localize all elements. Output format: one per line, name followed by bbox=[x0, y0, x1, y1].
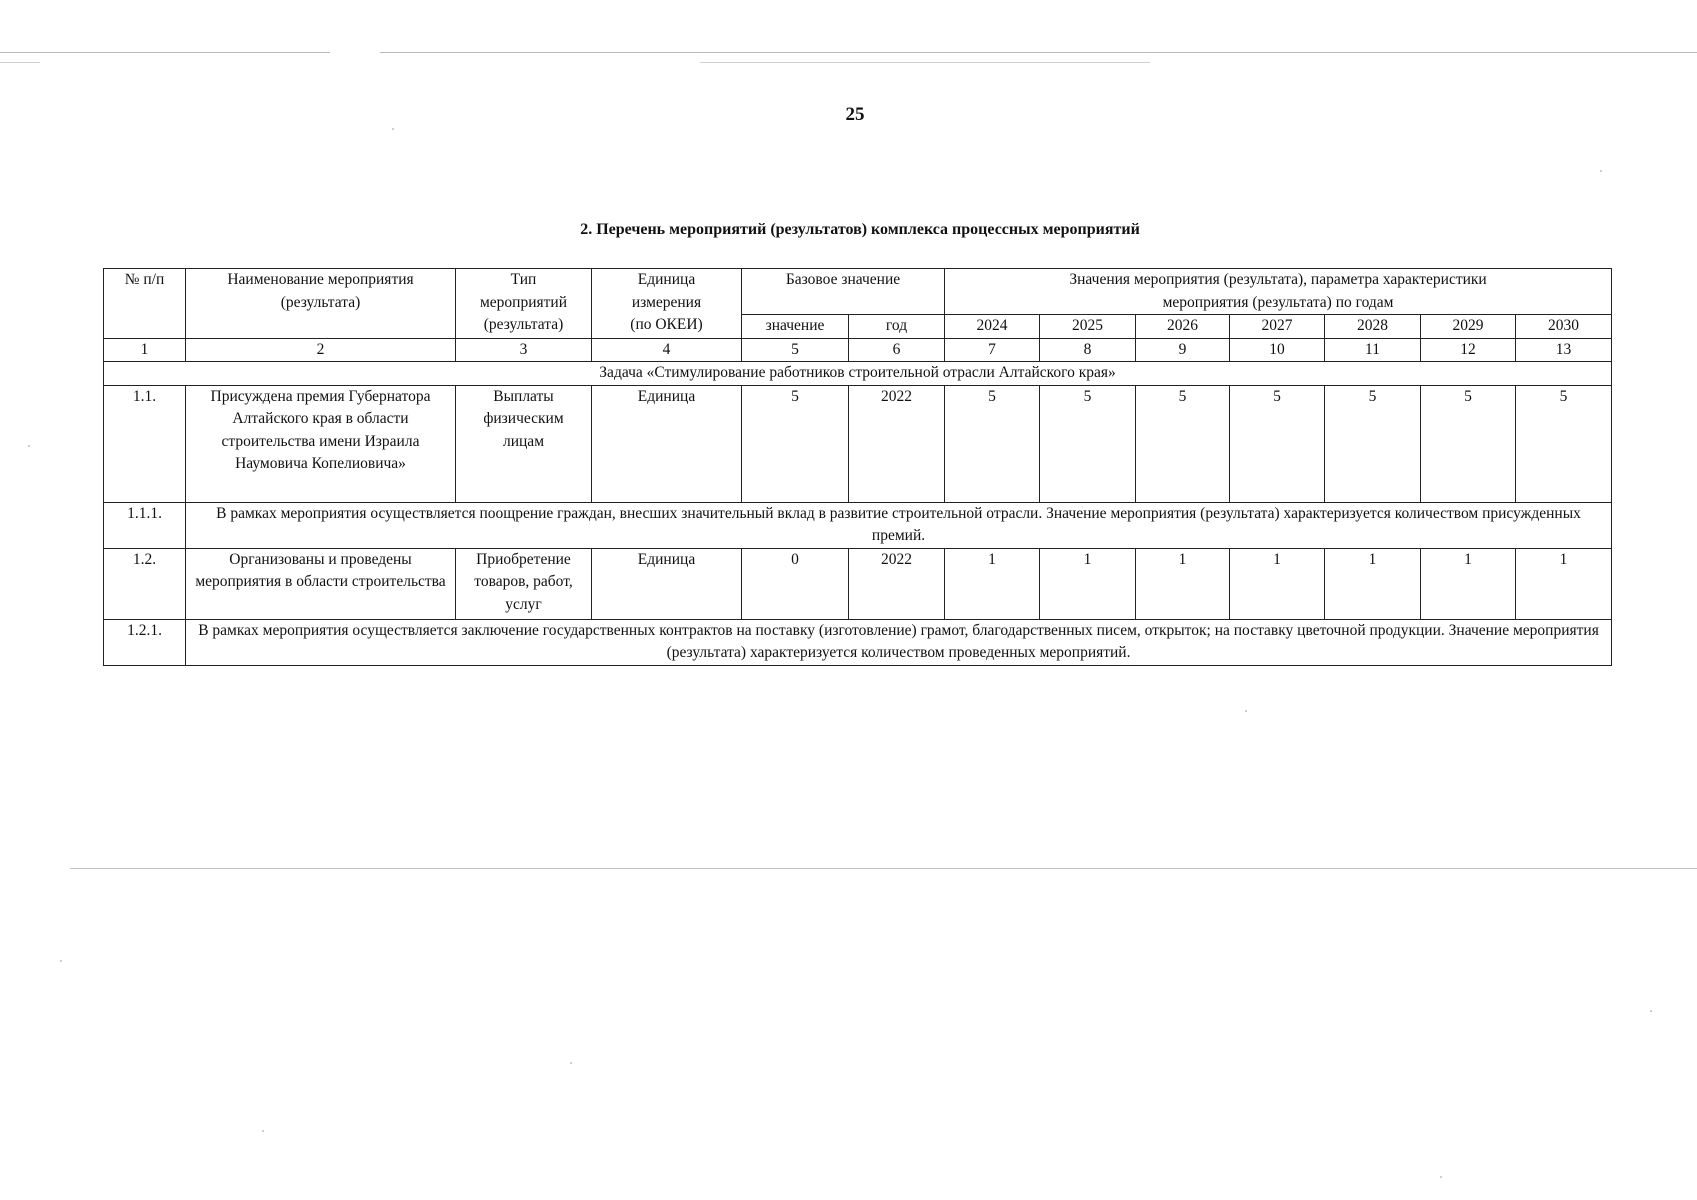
row-value: 1 bbox=[945, 548, 1040, 619]
column-number: 8 bbox=[1040, 338, 1136, 362]
row-value: 1 bbox=[1421, 548, 1516, 619]
row-value: 1 bbox=[1516, 548, 1612, 619]
row-value: 1 bbox=[1040, 548, 1136, 619]
header-base: Базовое значение bbox=[742, 269, 945, 315]
row-base-value: 0 bbox=[742, 548, 849, 619]
scan-line bbox=[0, 52, 330, 53]
header-years-group: Значения мероприятия (результата), параметра характеристики мероприятия (результата) по годам bbox=[945, 269, 1612, 315]
scan-line bbox=[0, 62, 40, 63]
row-value: 5 bbox=[945, 385, 1040, 502]
scan-line bbox=[380, 52, 1697, 53]
header-base-value: значение bbox=[742, 315, 849, 339]
document-title: 2. Перечень мероприятий (результатов) комплекса процессных мероприятий bbox=[580, 221, 1140, 238]
row-unit: Единица bbox=[592, 385, 742, 502]
row-type: Выплаты физическим лицам bbox=[456, 385, 592, 502]
task-title: Задача «Стимулирование работников строительной отрасли Алтайского края» bbox=[104, 362, 1612, 386]
column-number: 1 bbox=[104, 338, 186, 362]
scan-speck bbox=[1600, 170, 1602, 172]
row-base-year: 2022 bbox=[849, 385, 945, 502]
row-num: 1.2.1. bbox=[104, 619, 186, 665]
header-year: 2030 bbox=[1516, 315, 1612, 339]
row-num: 1.1.1. bbox=[104, 502, 186, 548]
header-num: № п/п bbox=[104, 269, 186, 339]
row-value: 5 bbox=[1516, 385, 1612, 502]
task-row bbox=[104, 362, 1612, 386]
table-row bbox=[104, 502, 1612, 548]
row-num: 1.2. bbox=[104, 548, 186, 619]
column-number: 9 bbox=[1136, 338, 1230, 362]
column-number: 3 bbox=[456, 338, 592, 362]
row-value: 5 bbox=[1421, 385, 1516, 502]
row-base-year: 2022 bbox=[849, 548, 945, 619]
column-number: 11 bbox=[1325, 338, 1421, 362]
header-row bbox=[104, 269, 1612, 315]
header-year: 2026 bbox=[1136, 315, 1230, 339]
scan-speck bbox=[28, 445, 30, 447]
column-number: 7 bbox=[945, 338, 1040, 362]
row-name: Присуждена премия Губернатора Алтайского края в области строительства имени Израила Наумовича Копелиовича» bbox=[186, 385, 456, 502]
header-year: 2024 bbox=[945, 315, 1040, 339]
row-value: 5 bbox=[1040, 385, 1136, 502]
row-description: В рамках мероприятия осуществляется заключение государственных контрактов на поставку (изготовление) грамот, благодарственных писем, открыток; на поставку цветочной продукции. Значение мероприятия (результата) характеризуется количеством проведенных мероприятий. bbox=[186, 619, 1612, 665]
measures-table bbox=[103, 268, 1612, 666]
header-base-year: год bbox=[849, 315, 945, 339]
table-row bbox=[104, 548, 1612, 619]
row-value: 1 bbox=[1136, 548, 1230, 619]
row-value: 5 bbox=[1230, 385, 1325, 502]
table-row bbox=[104, 385, 1612, 502]
scan-speck bbox=[1245, 710, 1247, 712]
header-year: 2025 bbox=[1040, 315, 1136, 339]
scan-speck bbox=[262, 1130, 264, 1132]
page-number: 25 bbox=[845, 104, 865, 125]
header-name: Наименование мероприятия (результата) bbox=[186, 269, 456, 339]
scan-line bbox=[700, 62, 1150, 63]
header-type: Тип мероприятий (результата) bbox=[456, 269, 592, 339]
scan-speck bbox=[60, 960, 62, 962]
scan-speck bbox=[392, 128, 394, 130]
row-type: Приобретение товаров, работ, услуг bbox=[456, 548, 592, 619]
scan-line bbox=[70, 868, 1697, 869]
row-name: Организованы и проведены мероприятия в области строительства bbox=[186, 548, 456, 619]
column-number: 5 bbox=[742, 338, 849, 362]
column-number: 2 bbox=[186, 338, 456, 362]
column-numbers-row bbox=[104, 338, 1612, 362]
row-num: 1.1. bbox=[104, 385, 186, 502]
scan-speck bbox=[1440, 1176, 1442, 1178]
header-unit: Единица измерения (по ОКЕИ) bbox=[592, 269, 742, 339]
header-year: 2029 bbox=[1421, 315, 1516, 339]
scan-speck bbox=[1650, 1010, 1652, 1012]
row-value: 1 bbox=[1325, 548, 1421, 619]
header-year: 2027 bbox=[1230, 315, 1325, 339]
table-row bbox=[104, 619, 1612, 665]
column-number: 6 bbox=[849, 338, 945, 362]
row-value: 5 bbox=[1325, 385, 1421, 502]
scan-speck bbox=[570, 1062, 572, 1064]
column-number: 12 bbox=[1421, 338, 1516, 362]
column-number: 10 bbox=[1230, 338, 1325, 362]
row-base-value: 5 bbox=[742, 385, 849, 502]
row-value: 1 bbox=[1230, 548, 1325, 619]
column-number: 4 bbox=[592, 338, 742, 362]
column-number: 13 bbox=[1516, 338, 1612, 362]
header-year: 2028 bbox=[1325, 315, 1421, 339]
row-unit: Единица bbox=[592, 548, 742, 619]
row-description: В рамках мероприятия осуществляется поощрение граждан, внесших значительный вклад в развитие строительной отрасли. Значение мероприятия (результата) характеризуется количеством присужденных премий. bbox=[186, 502, 1612, 548]
row-value: 5 bbox=[1136, 385, 1230, 502]
